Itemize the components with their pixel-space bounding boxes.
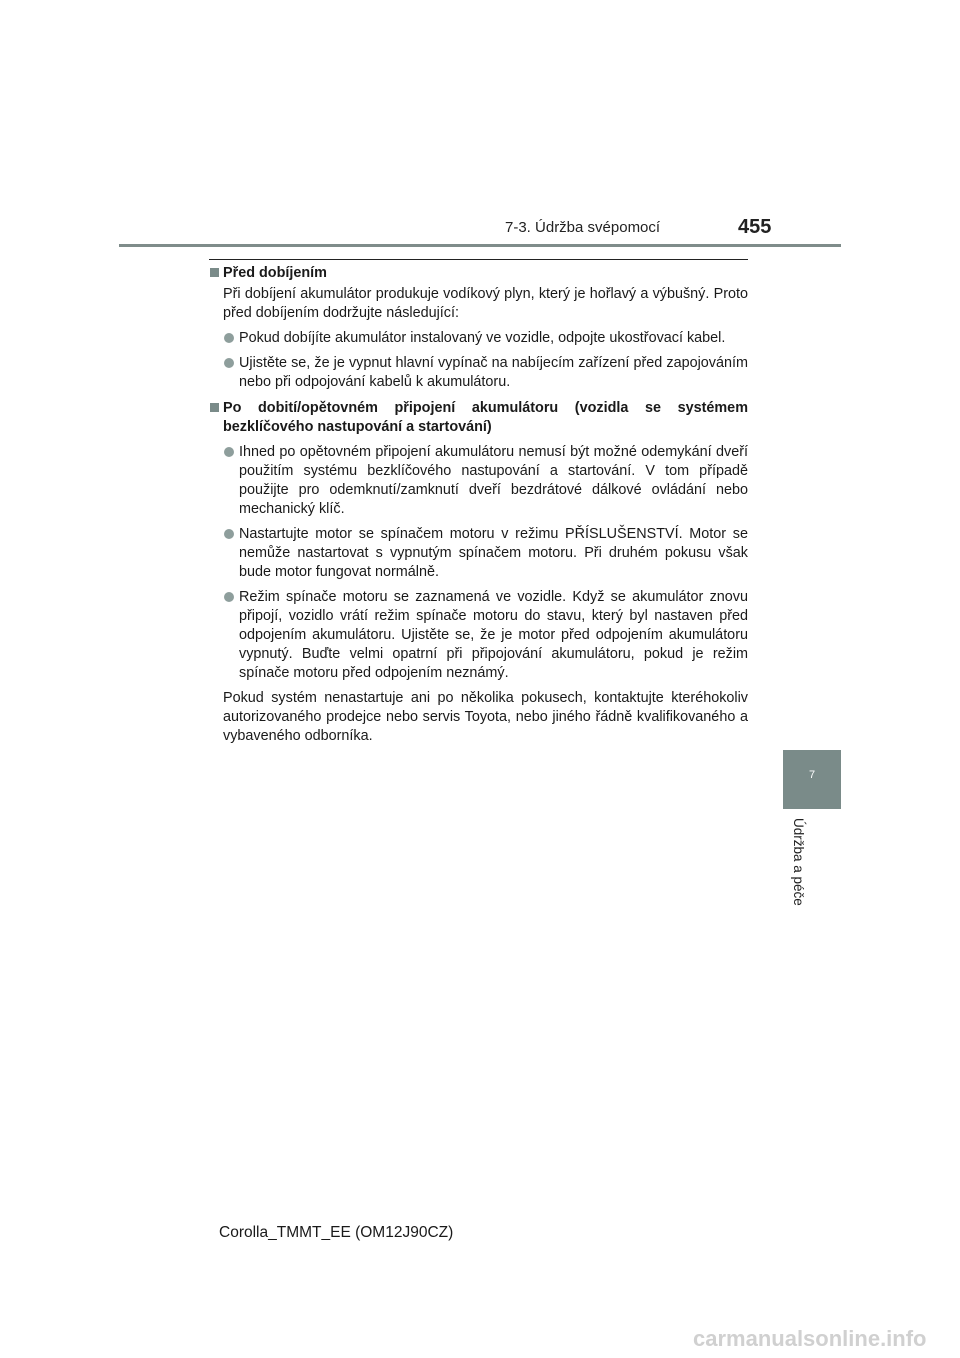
footer-model-code: Corolla_TMMT_EE (OM12J90CZ) [219, 1224, 454, 1241]
list-item [209, 329, 748, 348]
content-body [209, 264, 748, 746]
section-heading-text: Před dobíjením [223, 265, 327, 281]
circle-bullet-icon [224, 333, 234, 343]
chapter-tab-number: 7 [808, 769, 816, 781]
section-heading-after-charging [209, 399, 748, 437]
content-divider [209, 259, 748, 260]
section-heading-before-charging [209, 264, 748, 283]
list-item [209, 443, 748, 519]
watermark: carmanualsonline.info [693, 1326, 927, 1351]
circle-bullet-icon [224, 447, 234, 457]
chapter-heading: 7-3. Údržba svépomocí [505, 219, 661, 236]
list-item-text: Režim spínače motoru se zaznamená ve vozidle. Když se akumulátor znovu připojí, vozidlo vrátí režim spínače motoru do stavu, který byl nastaven před odpojením akumulátoru. Ujistěte se, že je motor před odpojením akumulátoru vypnutý. Buďte velmi opatrní při připojování akumulátoru, pokud je režim spínače motoru před odpojením neznámý. [239, 589, 748, 681]
circle-bullet-icon [224, 358, 234, 368]
square-bullet-icon [210, 268, 219, 277]
chapter-tab [783, 750, 841, 809]
circle-bullet-icon [224, 529, 234, 539]
closing-paragraph: Pokud systém nenastartuje ani po několika pokusech, kontaktujte kteréhokoliv autorizovaného prodejce nebo servis Toyota, nebo jiného řádně kvalifikovaného a vybaveného odborníka. [223, 690, 748, 744]
list-item-text: Pokud dobíjíte akumulátor instalovaný ve vozidle, odpojte ukostřovací kabel. [239, 330, 726, 346]
list-item-text: Nastartujte motor se spínačem motoru v režimu PŘÍSLUŠENSTVÍ. Motor se nemůže nastartovat s vypnutým spínačem motoru. Při druhém pokusu však bude motor fungovat normálně. [239, 526, 748, 580]
section-heading-text: Po dobití/opětovném připojení akumulátoru (vozidla se systémem bezklíčového nastupování a startování) [223, 400, 748, 435]
list-item [209, 588, 748, 683]
square-bullet-icon [210, 403, 219, 412]
list-item [209, 525, 748, 582]
circle-bullet-icon [224, 592, 234, 602]
section-intro: Při dobíjení akumulátor produkuje vodíkový plyn, který je hořlavý a výbušný. Proto před dobíjením dodržujte následující: [223, 286, 748, 321]
list-item-text: Ihned po opětovném připojení akumulátoru nemusí být možné odemykání dveří použitím systému bezklíčového nastupování a startování. V tom případě použijte pro odemknutí/zamknutí dveří bezdrátové dálkové ovládání nebo mechanický klíč. [239, 444, 748, 517]
list-item [209, 354, 748, 392]
list-item-text: Ujistěte se, že je vypnut hlavní vypínač na nabíjecím zařízení před zapojováním nebo při odpojování kabelů k akumulátoru. [239, 355, 748, 390]
page-number: 455 [738, 216, 772, 238]
chapter-side-label: Údržba a péče [791, 818, 806, 906]
header-rule [119, 244, 841, 247]
